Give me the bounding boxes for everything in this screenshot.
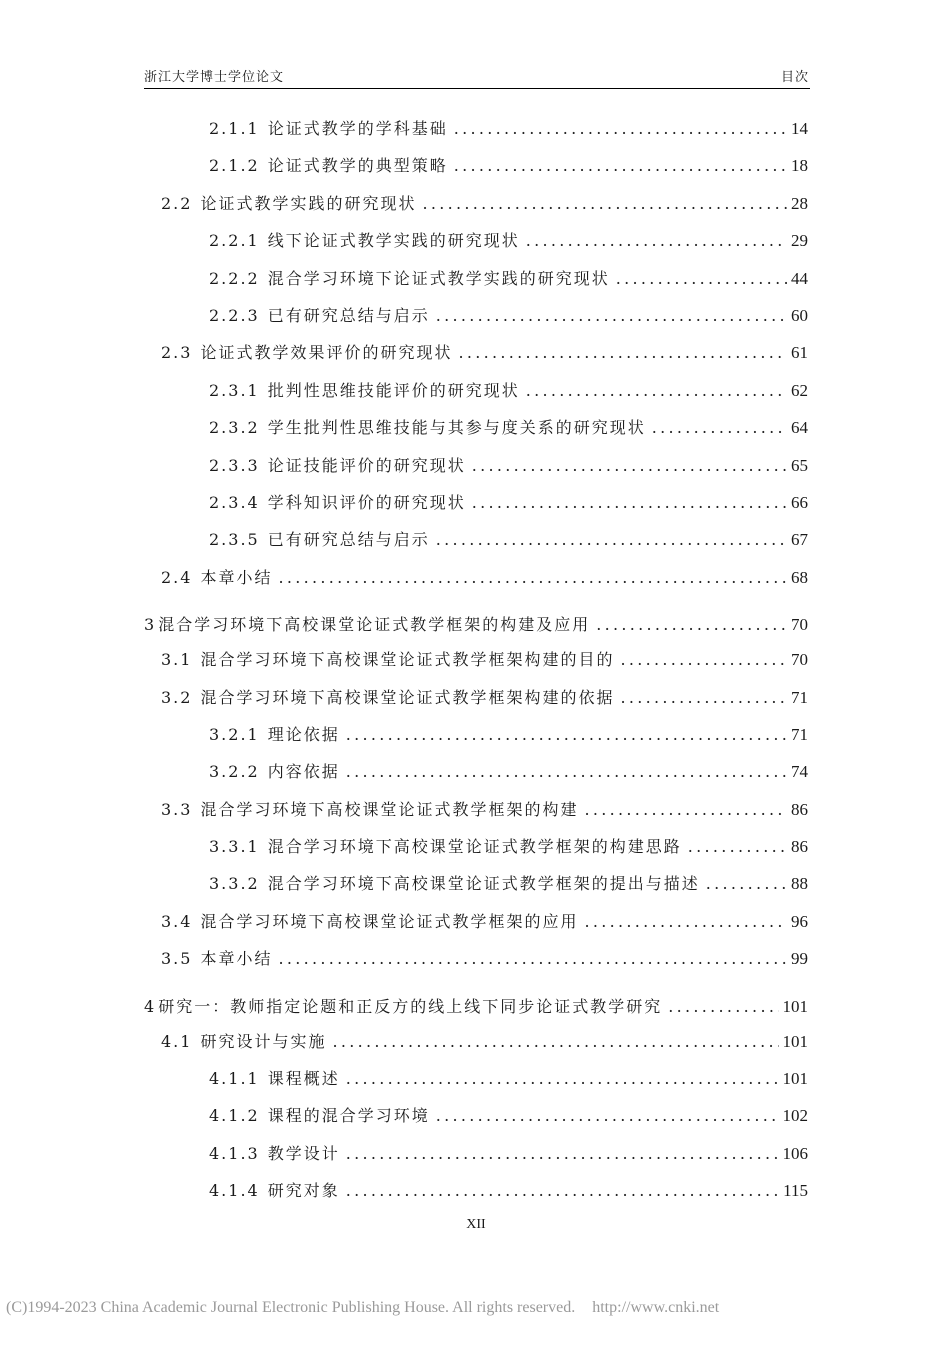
cnki-url: http://www.cnki.net <box>592 1299 720 1316</box>
page-number: XII <box>466 1217 486 1232</box>
toc-entry-page: 86 <box>791 837 808 856</box>
toc-dot-leader <box>526 231 787 250</box>
toc-entry-number: 2.3.1 <box>209 381 260 400</box>
toc-entry-number: 3.3.1 <box>209 837 260 856</box>
toc-entry[interactable] <box>209 1178 808 1202</box>
toc-entry[interactable] <box>209 527 808 551</box>
toc-entry-title: 论证式教学的学科基础 <box>267 119 448 138</box>
toc-entry-number: 2.1.1 <box>209 119 260 138</box>
toc-entry-number: 4.1.2 <box>209 1106 260 1125</box>
toc-entry-number: 2.2 <box>161 194 193 213</box>
toc-entry[interactable] <box>209 415 808 439</box>
toc-dot-leader <box>584 800 787 819</box>
toc-entry[interactable] <box>161 685 808 709</box>
toc-entry[interactable] <box>144 612 808 636</box>
toc-entry-page: 68 <box>791 568 808 587</box>
toc-entry-title: 混合学习环境下高校课堂论证式教学框架的构建思路 <box>267 837 682 856</box>
toc-dot-leader <box>584 912 787 931</box>
toc-entry-page: 14 <box>791 119 808 138</box>
toc-entry-number: 2.1.2 <box>209 156 260 175</box>
toc-dot-leader <box>458 343 787 362</box>
toc-entry-title: 线下论证式教学实践的研究现状 <box>267 231 520 250</box>
header-divider <box>144 88 810 89</box>
toc-entry[interactable] <box>209 153 808 177</box>
toc-entry[interactable] <box>209 1066 808 1090</box>
toc-entry[interactable] <box>209 303 808 327</box>
toc-entry-page: 71 <box>791 725 808 744</box>
toc-entry-page: 62 <box>791 381 808 400</box>
toc-entry-number: 2.4 <box>161 568 193 587</box>
toc-entry-page: 101 <box>782 1032 808 1051</box>
toc-entry[interactable] <box>161 191 808 215</box>
toc-dot-leader <box>422 194 787 213</box>
toc-entry-page: 115 <box>783 1181 808 1200</box>
toc-dot-leader <box>346 1144 779 1163</box>
toc-entry[interactable] <box>209 490 808 514</box>
toc-dot-leader <box>278 949 787 968</box>
toc-entry-title: 研究设计与实施 <box>200 1032 327 1051</box>
toc-dot-leader <box>436 306 787 325</box>
toc-entry-title: 混合学习环境下高校课堂论证式教学框架的构建及应用 <box>158 615 591 634</box>
toc-entry-page: 65 <box>791 456 808 475</box>
toc-entry-title: 研究对象 <box>267 1181 340 1200</box>
toc-entry-title: 论证式教学的典型策略 <box>267 156 448 175</box>
toc-dot-leader <box>472 456 787 475</box>
toc-entry-title: 本章小结 <box>200 949 273 968</box>
toc-entry-number: 2.3.4 <box>209 493 260 512</box>
toc-entry-page: 86 <box>791 800 808 819</box>
toc-dot-leader <box>526 381 787 400</box>
toc-entry-number: 2.3.3 <box>209 456 260 475</box>
toc-entry-page: 101 <box>782 997 808 1016</box>
toc-entry[interactable] <box>209 116 808 140</box>
toc-entry[interactable] <box>209 1141 808 1165</box>
toc-entry-title: 论证式教学实践的研究现状 <box>200 194 417 213</box>
toc-entry[interactable] <box>209 759 808 783</box>
toc-dot-leader <box>346 1181 779 1200</box>
toc-entry-number: 2.2.2 <box>209 269 260 288</box>
toc-entry-title: 学科知识评价的研究现状 <box>267 493 466 512</box>
toc-entry-number: 2.3.5 <box>209 530 260 549</box>
toc-entry-title: 课程的混合学习环境 <box>267 1106 430 1125</box>
toc-dot-leader <box>346 725 787 744</box>
toc-entry-number: 4.1.1 <box>209 1069 260 1088</box>
toc-dot-leader <box>346 762 787 781</box>
toc-entry-title: 课程概述 <box>267 1069 340 1088</box>
toc-entry-page: 44 <box>791 269 808 288</box>
toc-dot-leader <box>436 530 787 549</box>
toc-entry-number: 3.4 <box>161 912 193 931</box>
toc-entry-title: 内容依据 <box>267 762 340 781</box>
toc-entry-title: 混合学习环境下高校课堂论证式教学框架构建的依据 <box>200 688 615 707</box>
toc-entry-title: 论证技能评价的研究现状 <box>267 456 466 475</box>
toc-entry[interactable] <box>161 909 808 933</box>
toc-dot-leader <box>706 874 787 893</box>
toc-entry-page: 66 <box>791 493 808 512</box>
toc-dot-leader <box>668 997 778 1016</box>
toc-entry-title: 混合学习环境下高校课堂论证式教学框架的构建 <box>200 800 579 819</box>
toc-entry[interactable] <box>161 946 808 970</box>
toc-dot-leader <box>616 269 787 288</box>
toc-entry-page: 28 <box>791 194 808 213</box>
toc-dot-leader <box>596 615 787 634</box>
copyright-text: (C)1994-2023 China Academic Journal Electronic Publishing House. All rights reserved. <box>6 1299 576 1316</box>
toc-entry[interactable] <box>209 453 808 477</box>
toc-entry-number: 4.1.3 <box>209 1144 260 1163</box>
toc-entry-page: 18 <box>791 156 808 175</box>
toc-dot-leader <box>472 493 787 512</box>
copyright-footer <box>6 1299 946 1317</box>
toc-entry[interactable] <box>209 834 808 858</box>
toc-dot-leader <box>436 1106 779 1125</box>
toc-entry-page: 29 <box>791 231 808 250</box>
toc-entry[interactable] <box>209 722 808 746</box>
toc-entry-number: 2.3 <box>161 343 193 362</box>
toc-entry-number: 4.1 <box>161 1032 193 1051</box>
toc-entry[interactable] <box>209 378 808 402</box>
toc-entry-number: 3.2.2 <box>209 762 260 781</box>
toc-entry-page: 106 <box>782 1144 808 1163</box>
toc-entry-page: 99 <box>791 949 808 968</box>
toc-entry-title: 混合学习环境下高校课堂论证式教学框架的应用 <box>200 912 579 931</box>
toc-dot-leader <box>332 1032 778 1051</box>
toc-entry-number: 3.1 <box>161 650 193 669</box>
toc-entry-page: 64 <box>791 418 808 437</box>
toc-entry-number: 2.3.2 <box>209 418 260 437</box>
toc-entry-number: 3.2.1 <box>209 725 260 744</box>
toc-entry-title: 论证式教学效果评价的研究现状 <box>200 343 453 362</box>
toc-entry-page: 101 <box>782 1069 808 1088</box>
toc-entry[interactable] <box>161 565 808 589</box>
toc-entry[interactable] <box>161 340 808 364</box>
toc-dot-leader <box>620 650 787 669</box>
toc-entry-title: 理论依据 <box>267 725 340 744</box>
header-section-title: 目次 <box>780 70 809 85</box>
toc-entry-page: 96 <box>791 912 808 931</box>
toc-entry-title: 混合学习环境下高校课堂论证式教学框架构建的目的 <box>200 650 615 669</box>
toc-entry[interactable] <box>161 647 808 671</box>
toc-entry-number: 3.3.2 <box>209 874 260 893</box>
toc-entry-title: 教学设计 <box>267 1144 340 1163</box>
toc-entry[interactable] <box>144 994 808 1018</box>
toc-dot-leader <box>454 156 787 175</box>
toc-entry-number: 3.2 <box>161 688 193 707</box>
toc-entry-title: 已有研究总结与启示 <box>267 530 430 549</box>
toc-entry-page: 102 <box>782 1106 808 1125</box>
toc-entry-number: 4 <box>144 997 157 1016</box>
toc-entry-number: 3.5 <box>161 949 193 968</box>
toc-entry-page: 88 <box>791 874 808 893</box>
toc-entry[interactable] <box>209 228 808 252</box>
toc-entry[interactable] <box>209 871 808 895</box>
toc-dot-leader <box>278 568 787 587</box>
toc-entry-title: 混合学习环境下论证式教学实践的研究现状 <box>267 269 610 288</box>
toc-entry-number: 3 <box>144 615 157 634</box>
toc-entry[interactable] <box>209 1103 808 1127</box>
toc-entry-page: 61 <box>791 343 808 362</box>
toc-entry-page: 70 <box>791 650 808 669</box>
toc-entry-title: 混合学习环境下高校课堂论证式教学框架的提出与描述 <box>267 874 700 893</box>
toc-dot-leader <box>652 418 787 437</box>
toc-entry-title: 已有研究总结与启示 <box>267 306 430 325</box>
toc-entry-number: 2.2.1 <box>209 231 260 250</box>
toc-entry-number: 3.3 <box>161 800 193 819</box>
toc-dot-leader <box>688 837 787 856</box>
toc-entry[interactable] <box>161 1029 808 1053</box>
toc-entry-page: 74 <box>791 762 808 781</box>
header-thesis-title: 浙江大学博士学位论文 <box>144 70 285 85</box>
toc-entry-title: 批判性思维技能评价的研究现状 <box>267 381 520 400</box>
toc-entry-title: 本章小结 <box>200 568 273 587</box>
toc-dot-leader <box>454 119 787 138</box>
toc-dot-leader <box>620 688 787 707</box>
toc-dot-leader <box>346 1069 779 1088</box>
toc-entry-number: 2.2.3 <box>209 306 260 325</box>
toc-entry-title: 学生批判性思维技能与其参与度关系的研究现状 <box>267 418 646 437</box>
toc-entry-title: 研究一：教师指定论题和正反方的线上线下同步论证式教学研究 <box>158 997 663 1016</box>
toc-entry-number: 4.1.4 <box>209 1181 260 1200</box>
toc-entry-page: 71 <box>791 688 808 707</box>
toc-entry-page: 60 <box>791 306 808 325</box>
toc-entry[interactable] <box>209 266 808 290</box>
toc-entry[interactable] <box>161 797 808 821</box>
toc-entry-page: 70 <box>791 615 808 634</box>
toc-entry-page: 67 <box>791 530 808 549</box>
